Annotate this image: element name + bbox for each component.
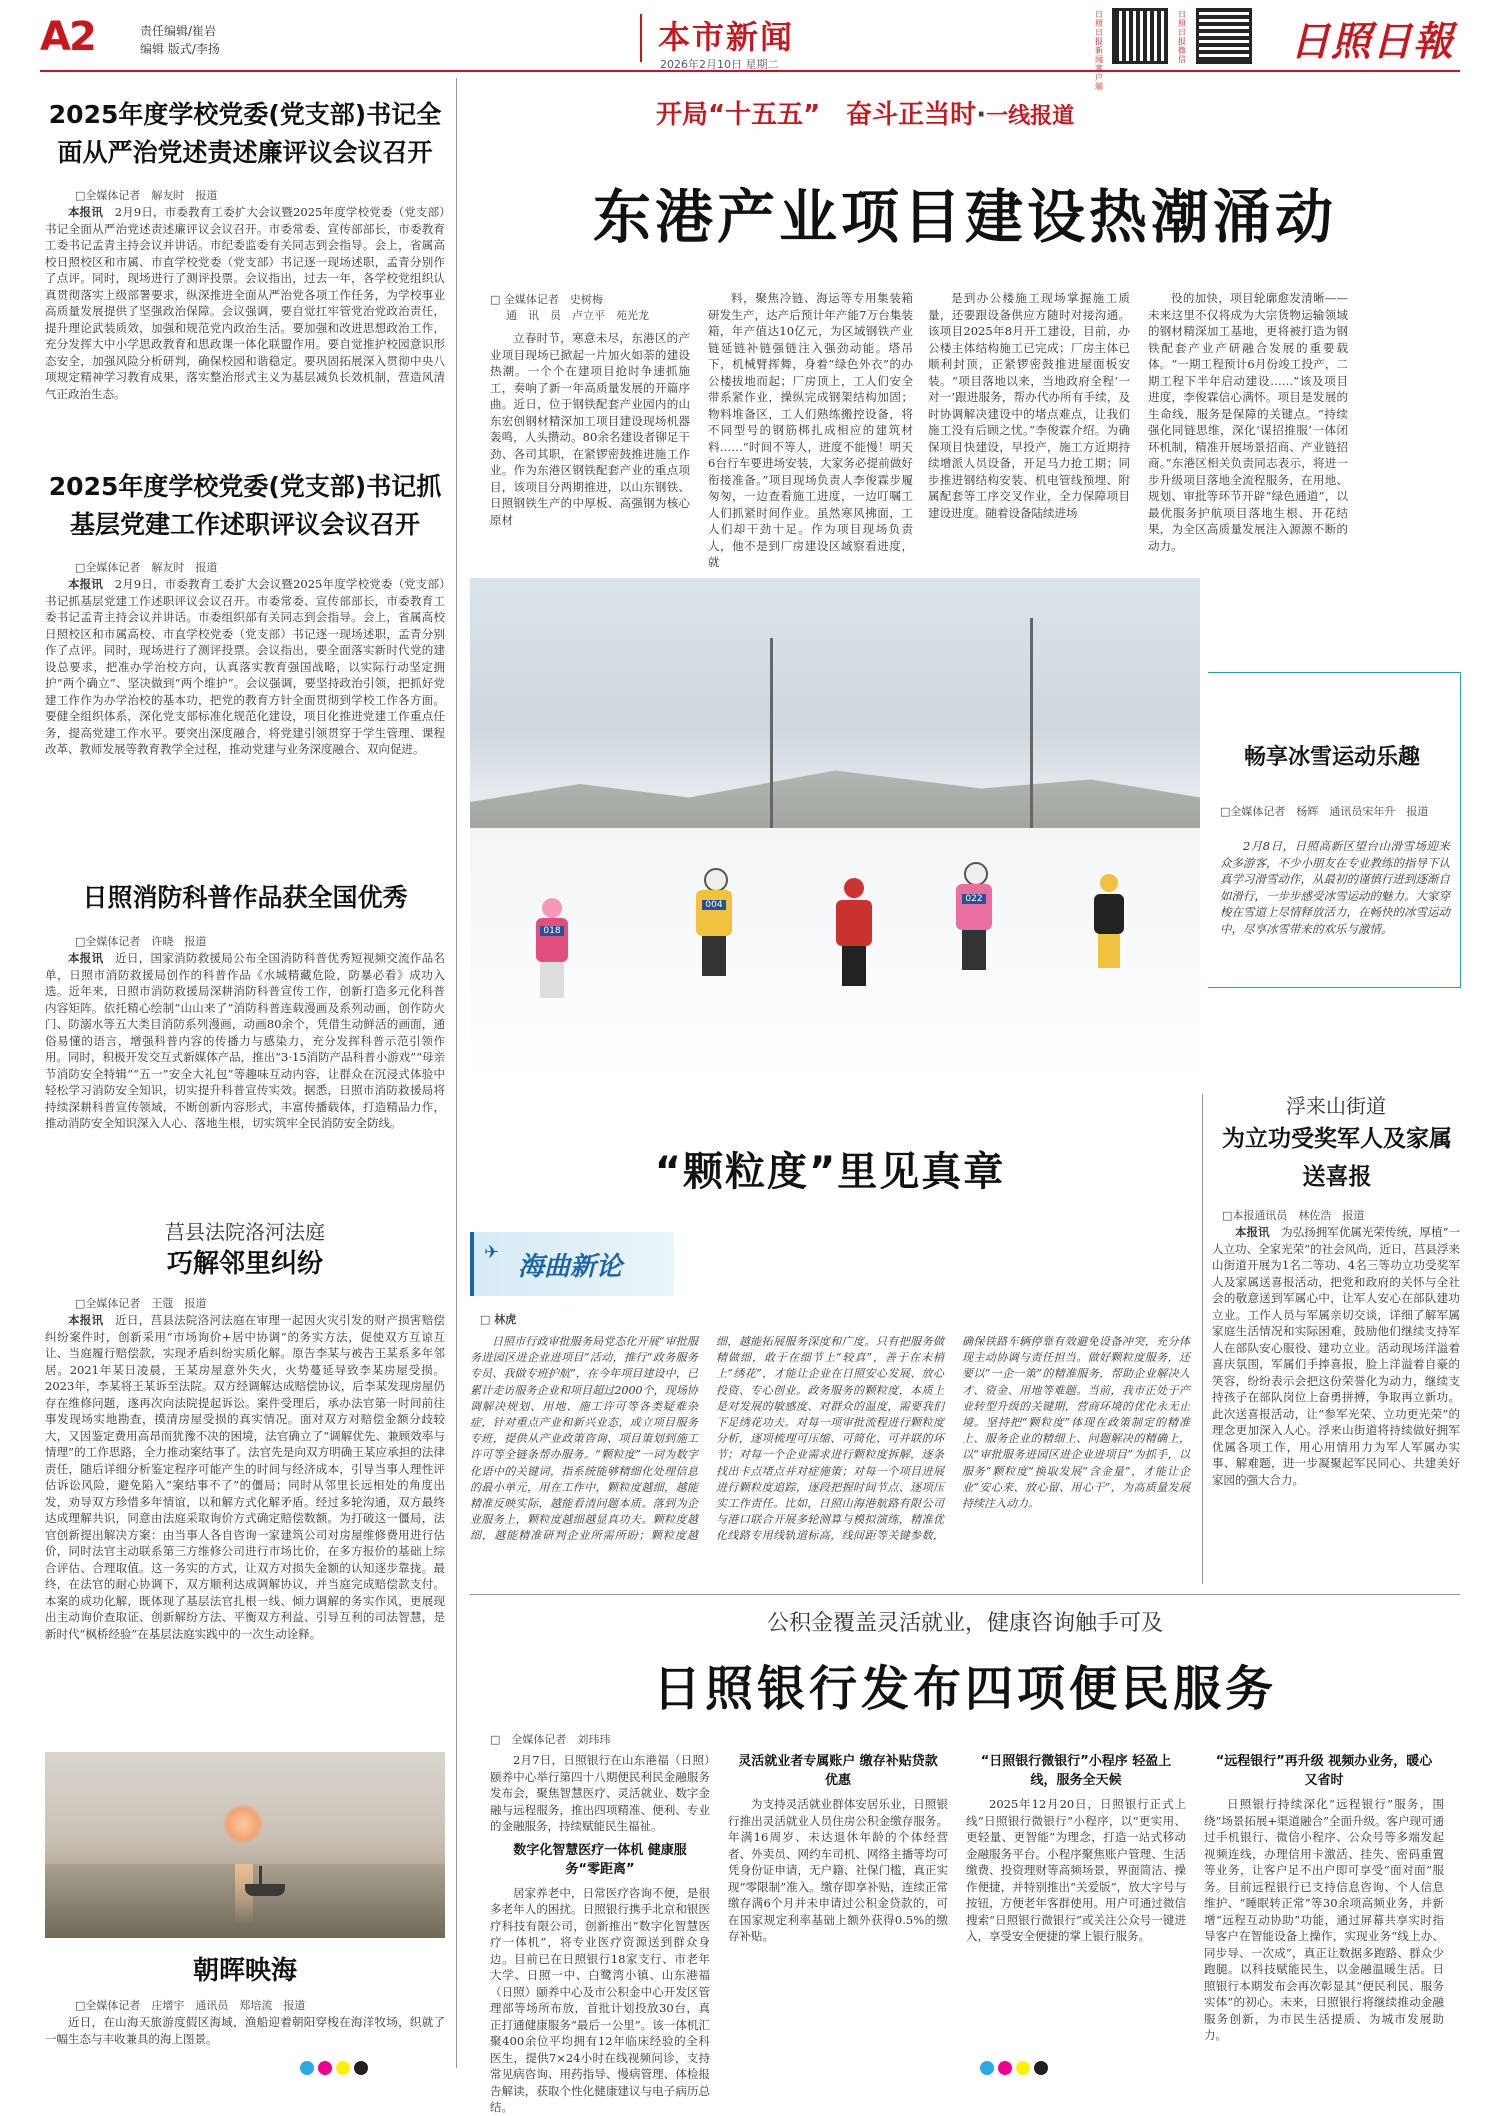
qr-caption-2: 日照日报微信 [1178,10,1186,64]
qr-code-app [1112,8,1168,64]
bib-1: 018 [540,926,564,936]
kicker-red: 开局“十五五” 奋斗正当时 [656,100,977,130]
left5-caption-title: 朝晖映海 [192,1956,297,1986]
color-register-right [980,2060,1052,2079]
lead-col-4-text: 役的加快，项目轮廓愈发清晰——未来这里不仅将成为大宗货物运输领域的钢材精深加工基地，更将被打造为钢铁配套产业产研融合发展的重要载体。“一期工程预计6月份竣工投产，二期工程下半年启动建设……”该及项目进度，李俊霖信心满怀。项目是发展的生命线，服务是保障的关键点。“持续强化同链思维，深化‘谋招推服’一体闭环机制，精准开展场景招商、产业链招商。”东港区相关负责同志表示，将进一步升级项目落地全流程服务，在用地、规划、审批等环节开辟“绿色通道”，以最优服务护航项目落地生根、开花结果，为全区高质量发展注入源源不断的动力。 [1148,291,1348,553]
register-dot-yellow [336,2061,350,2075]
masthead-rule [40,70,1460,72]
bank-sec2-text: 为支持灵活就业群体安居乐业，日照银行推出灵活就业人员住房公积金缴存服务。年满16周岁、未达退休年龄的个体经营者、外卖员、网约车司机、网络主播等均可凭身份证申请，无户籍、社保门槛，真正实现“零限制”准入。缴存即享补贴，连续正常缴存满6个月并未申请过公积金贷款的，可在国家规定利率基础上额外获得0.5%的缴存补贴。 [728,1797,948,1943]
column-badge [470,1232,674,1296]
bank-sec4-title: “远程银行”再升级 视频办业务，暖心又省时 [1215,1754,1433,1788]
fulai-body [1212,1224,1460,1584]
bank-col-1 [490,1752,710,2114]
bird-icon: ✈ [484,1242,500,1263]
bank-col-2 [728,1752,948,2048]
qr-code-wechat [1196,8,1252,64]
ski-caption-title: 畅享冰雪运动乐趣 [1243,745,1420,770]
column-name: 海曲新论 [518,1252,623,1282]
page-code: A2 [40,14,95,60]
left3-lede: 本报讯 [68,951,104,965]
ski-text: 2月8日，日照高新区望台山滑雪场迎来众多游客，不少小朋友在专业教练的指导下认真学习滑雪动作，从最初的谨慎行进到逐渐自如滑行，一步步感受冰雪运动的魅力。大家穿梭在雪道上尽情释放活力，在畅快的冰雪运动中，尽享冰雪带来的欢乐与激情。 [1220,839,1450,936]
left1-byline: □全媒体记者 解友时 报道 [75,189,218,202]
kicker-dot: · [976,100,987,130]
masthead-divider [640,14,642,62]
left-column-divider [456,78,457,2068]
lead-col-2-text: 料，聚焦冷链、海运等专用集装箱研发生产，达产后预计年产能7万台集装箱，年产值达10亿元，为区域钢铁产业链延链补链强链注入强劲动能。塔吊下，机械臂挥舞，身着“绿色外衣”的办公楼拔地而起；厂房顶上，工人们安全带系紧作业，操纵完成钢架结构加固；物料堆备区，工人们熟练搬控设备，将不同型号的钢筋梆扎成相应的建筑材料……“时间不等人，进度不能慢！明天6台行车要进场安装，大家务必提前做好衔接准备。”项目现场负责人李俊霖步履匆匆，一边查看施工进度，一边叮嘱工人们抓紧时间作业。虽然寒风拂面，工人们却干劲十足。作为项目现场负责人，他不是到厂房建设区域察看进度，就 [708,291,913,569]
left4-headline: 巧解邻里纠纷 [166,1249,323,1279]
bank-top-rule [470,1594,1460,1595]
bank-sec2-title: 灵活就业者专属账户 缴存补贴贷款优惠 [738,1754,938,1788]
register-dot-magenta-2 [998,2061,1012,2075]
bank-headline: 日照银行发布四项便民服务 [652,1661,1277,1717]
bank-col-3 [966,1752,1186,2048]
essay-text: 日照市行政审批服务局党态化开展“审批服务进园区进企业进项目”活动，推行“政务服务专员、我做专班护航”，在今年项目建设中，已累计走访服务企业和项目超过2000个，现场协调解决规划、用地、施工许可等各类疑难杂症，针对重点产业和新兴业态，成立项目服务专班，提供从产业政策咨询、项目策划到施工许可等全链条帮办服务。“颗粒度”一词为数字化语中的关键词，指系统能够精细化处理信息的最小单元，用在工作中，颗粒度越细，越能精准反映实际，越能看清问题本质。落到为企业服务上，颗粒度越细越显真功夫。颗粒度越细，越能精准研判企业所需所盼；颗粒度越细，越能拓展服务深度和广度。只有把服务做精做细，敢于在细节上“较真”，善于在末梢上“绣花”，才能让企业在日照安心发展、放心投资、专心创业。政务服务的颗粒度，本质上是对发展的敏感度、对群众的温度，需要我们下足绣花功夫。对每一项审批流程进行颗粒度分析，逐项梳理可压缩、可简化、可并联的环节；对每一个企业需求进行颗粒度拆解，逐条找出卡点堵点并对症施策；对每一个项目进展进行颗粒度追踪，逐段把握时间节点、逐项压实工作责任。比如，日照山海港航路有限公司与港口联合开展多轮测算与模拟演练，精准优化线路专用线轨道标高，线间距等关键参数，确保铁路车辆停靠有效避免设备冲突，充分体现主动协调与责任担当。做好颗粒度服务，还要以“一企一策”的精准服务，帮助企业解决人才、资金、用地等难题。当前，我市正处于产业转型升级的关键期，营商环境的优化永无止境。坚持把“颗粒度”体现在政策制定的精准上、服务企业的精细上、问题解决的精确上，以“审批服务进园区进企业进项目”为抓手，以服务“颗粒度”换取发展“含金量”，才能让企业“安心来、放心留、用心干”，为高质量发展持续注入动力。 [470,1335,1190,1543]
bank-intro: 2月7日，日照银行在山东港福（日照）颐养中心举行第四十八期便民利民金融服务发布会，聚焦智慧医疗、灵活就业、数字金融与远程服务，推出四项精准、便利、专业的金融服务，持续赋能民生福祉。 [490,1753,710,1833]
light-pole-1 [770,638,773,838]
lead-col-2 [708,290,913,569]
essay-author: □ 林虎 [480,1313,517,1326]
left3-text: 近日，国家消防救援局公布全国消防科普优秀短视频交流作品名单，日照市消防救援局创作的科普作品《水城精藏危险，防暴必看》成功入选。近年来，日照市消防救援局深耕消防科普宣传工作，创新打造多元化科普内容矩阵。依托精心绘制“山山来了”消防科普连载漫画及系列动画，创作防火门、防溺水等五大类目消防系列漫画，动画80余个，凭借生动鲜活的画面，通俗易懂的语言，增强科普内容的传播力与感染力，充分发挥科普示范引领作用。同时，积极开发交互式新媒体产品，推出“3·15消防产品科普小游戏”“母亲节消防安全特辑”“五一”安全大礼包”等趣味互动内容，让群众在沉浸式体验中轻松学习消防安全知识，切实提升科普宣传实效。据悉，日照市消防救援局将持续深耕科普宣传领域，不断创新内容形式，丰富传播载体，打造精品力作，推动消防安全知识深入人心、落地生根，切实筑牢全民消防安全防线。 [45,951,446,1130]
bank-sec3-title: “日照银行微银行”小程序 轻盈上线，服务全天候 [980,1754,1172,1788]
skier-1 [530,898,574,1008]
register-dot-cyan [300,2061,314,2075]
left5-text: 近日，在山海天旅游度假区海域，渔船迎着朝阳穿梭在海洋牧场，织就了一幅生态与丰收兼具的海上图景。 [45,2015,445,2046]
left3-headline: 日照消防科普作品获全国优秀 [82,883,408,912]
left4-byline: □全媒体记者 王蔻 报道 [75,1297,207,1310]
bank-sec1-text: 居家养老中，日常医疗咨询不便，是很多老年人的困扰。日照银行携手北京和银医疗科技有限公司，创新推出“数字化智慧医疗一体机”，将专业医疗资源送到群众身边。目前已在日照银行18家支行、市老年大学、日照一中、白鹭湾小镇、山东港福（日照）颐养中心及市公积金中心开发区管理部等场所布放，首批计划投放30台，真正打通健康服务“最后一公里”。该一体机汇聚400余位平均拥有12年临床经验的全科医生，提供7×24小时在线视频问诊，支持常见病咨询、用药指导、慢病管理、体检报告解读，获取个性化健康建议与电子病历总结。 [490,1885,710,2114]
fulai-text: 为弘扬拥军优属光荣传统，厚植“一人立功、全家光荣”的社会风尚，近日，莒县浮来山街道开展为1名二等功、4名三等功立功受奖军人及家属送喜报活动，把党和政府的关怀与全社会的敬意送到军属心中，让军人安心在部队建功立业。工作人员与军属亲切交谈，详细了解军属家庭生活情况和实际困难，鼓励他们继续支持军人在部队安心服役、建功立业。活动现场洋溢着喜庆氛围，军属们手捧喜报，脸上洋溢着自豪的笑容，纷纷表示会把这份荣誉化为动力，继续支持孩子在部队岗位上奋勇拼搏，争取再立新功。此次送喜报活动，让“参军光荣、立功更光荣”的理念更加深入人心。浮来山街道将持续做好拥军优属各项工作，用心用情用力为军人军属办实事、解难题，进一步凝聚起军民同心、共建美好家园的强大合力。 [1212,1225,1461,1487]
register-dot-black-2 [1034,2061,1048,2075]
kicker-tail: 一线报道 [986,104,1075,129]
left2-headline: 2025年度学校党委(党支部)书记抓基层党建工作述职评议会议召开 [48,472,442,539]
fishing-boat [245,1884,285,1896]
color-register-left [300,2060,372,2079]
left4-text: 近日，莒县法院洛河法庭在审理一起因火灾引发的财产损害赔偿纠纷案件时，创新采用“市场询价+居中协调”的务实方法，促使双方互谅互让、当庭履行赔偿款，实现矛盾纠纷实质化解。原告李某与被告王某系多年邻居。2021年某日凌晨，王某房屋意外失火，火势蔓延导致李某房屋受损。2023年，李某将王某诉至法院。双方经调解达成赔偿协议，后李某发现房屋仍存在维修问题，遂再次向法院提起诉讼。案件受理后，承办法官第一时间前往事发现场实地勘查，摸清房屋受损的真实情况。面对双方对赔偿金额分歧较大，又因鉴定费用高昂而犹豫不决的困境，法官确立了“调解优先、兼顾效率与情理”的工作思路，全力推动案结事了。法官先是向双方明确王某应承担的法律责任，随后详细分析鉴定程序可能产生的时间与经济成本，引导当事人理性评估诉讼风险，避免陷入“案结事不了”的僵局；同时从邻里长远相处的角度出发，劝导双方珍惜多年情谊，以和解方式化解矛盾。经过多轮沟通，双方最终达成理解共识，同意由法庭采取询价方式确定赔偿数额。为打破这一僵局，法官创新提出解决方案：由当事人各自咨询一家建筑公司对房屋维修费用进行估价，同时法官主动联系第三方维修公司进行市场比价，在多方报价的基础上综合评估、合理取值。这一务实的方式，让双方对损失金额的认知逐步靠拢。最终，在法官的耐心协调下，双方顺利达成调解协议，并当庭完成赔偿款支付。本案的成功化解，既体现了基层法官扎根一线、倾力调解的务实作风，更展现出主动询价查取证、创新解纷方法、平衡双方利益、引导互利的司法智慧，是新时代“枫桥经验”在基层法庭实践中的一次生动诠释。 [45,1313,446,1641]
skier-2 [690,868,738,988]
fulai-lede: 本报讯 [1235,1225,1270,1239]
skier-5 [1090,874,1130,974]
editor-line-2: 编辑 版式/李扬 [140,42,220,56]
fulai-pre-headline: 浮来山街道 [1286,1094,1386,1118]
lead-col-1 [490,330,690,542]
skier-4 [950,862,998,982]
register-dot-magenta [318,2061,332,2075]
left4-body [45,1312,445,1742]
bank-sec3-text: 2025年12月20日，日照银行正式上线“日照银行微银行”小程序，以“更实用、更轻量、更智能”为理念，打造一站式移动金融服务平台。小程序聚焦账户管理、生活缴费、投资理财等高频场景，界面简洁、操作便捷，并特别推出“关爱版”，放大字号与按钮，方便老年客群使用。用户可通过微信搜索“日照银行微银行”或关注公众号一键进入，享受安全便捷的掌上银行服务。 [966,1797,1186,1943]
register-dot-yellow-2 [1016,2061,1030,2075]
fulai-headline: 为立功受奖军人及家属送喜报 [1222,1126,1452,1190]
ski-byline: □全媒体记者 杨辉 通讯员宋年升 报道 [1220,805,1429,818]
paper-logo: 日照日報 [1290,18,1454,65]
masthead [0,0,1500,91]
left2-text: 2月9日，市委教育工委扩大会议暨2025年度学校党委（党支部）书记抓基层党建工作述职评议会议召开。市委常委、宣传部部长，市委教育工委书记孟青主持会议并讲话。市委组织部有关同志到会指导。会上，省属高校日照校区和市属高校、市直学校党委（党支部）书记逐一现场述职，孟青分别作了点评。同时，现场进行了测评投票。会议指出，要全面落实新时代党的建设总要求，把准办学治校方向，认真落实教育强国战略，以实际行动坚定拥护“两个确立”、坚决做到“两个维护”。会议强调，要坚持政治引领，把抓好党建工作作为办学治校的基本功，把党的教育方针全面贯彻到学校工作各方面。要健全组织体系，深化党支部标准化规范化建设，项目化推进党建工作重点任务，提高党建工作水平。要突出深度融合，将党建引领贯穿于学生管理、课程改革、教师发展等教育教学全过程，推动党建与业务深度融合、双向促进。 [45,577,446,756]
left3-byline: □全媒体记者 许晓 报道 [75,935,207,948]
register-dot-cyan-2 [980,2061,994,2075]
lead-col-4 [1148,290,1348,553]
left2-lede: 本报讯 [68,577,104,591]
fulai-byline: □本报通讯员 林佐浩 报道 [1222,1209,1365,1222]
lead-col-3-text: 是到办公楼施工现场掌握施工质量，还要跟设备供应方随时对接沟通。该项目2025年8月开工建设，目前，办公楼主体结构施工已完成；厂房主体已顺利封顶，正紧锣密鼓推进屋面板安装。“项目落地以来，当地政府全程‘一对一’跟进服务，帮办代办所有手续，及时协调解决建设中的堵点难点，让我们施工没有后顾之忧。”李俊霖介绍。为确保项目快建设，早投产，施工方近期持续增派人员设备，开足马力抢工期；同步推进钢结构安装、机电管线预埋、附属配套等工序交叉作业，全力保障项目建设进度。随着设备陆续进场 [928,291,1130,520]
left5-byline: □全媒体记者 庄增宇 通讯员 郑培流 报道 [75,1999,306,2012]
boat-mast [259,1866,262,1886]
left4-lede: 本报讯 [68,1313,104,1327]
distant-hill [470,748,1200,838]
left4-pre-headline: 莒县法院洛河法庭 [165,1220,325,1244]
left5-body [45,2014,445,2050]
skier-3 [830,878,878,998]
kicker [656,94,1074,131]
left1-lede: 本报讯 [68,205,104,219]
bib-3: 022 [962,894,986,904]
bank-sec4-text: 日照银行持续深化“远程银行”服务，围绕“场景拓展+渠道融合”全面升级。客户现可通过手机银行、微信小程序、公众号等多端发起视频连线，办理信用卡激活、挂失、密码重置等业务，让客户足不出户即可享受“面对面”服务。目前远程银行已支持信息咨询、个人信息维护、“睡眠转正常”等30余项高频业务，并新增“远程互动协助”功能，通过屏幕共享实时指导客户在智能设备上操作，实现业务“线上办、同步导、一次成”，真正让数据多跑路、群众少跑腿。以科技赋能民生，以金融温暖生活。日照银行本期发布会再次彰显其“便民利民、服务实体”的初心。未来，日照银行将继续推动金融服务创新，为市民生活提质、为城市发展助力。 [1204,1797,1444,2042]
left3-body [45,950,445,1172]
lead-col-1-text: 立春时节，寒意未尽，东港区的产业项目现场已掀起一片加火如荼的建设热潮。一个个在建项目抢时争速抓施工，奏响了新一年高质量发展的开篇序曲。近日，位于钢铁配套产业园内的山东宏创钢材精深加工项目建设现场机器轰鸣，人头攒动。80余名建设者铆足干劲、各司其职，在紧锣密鼓推进施工作业。作为东港区钢铁配套产业的重点项目，该项目分两期推进，以山东钢铁、日照钢铁生产的中厚板、高强钢为核心原材 [490,331,690,527]
bank-sec1-title: 数字化智慧医疗一体机 健康服务“零距离” [513,1842,687,1877]
bank-subhead: 公积金覆盖灵活就业，健康咨询触手可及 [766,1611,1163,1636]
left2-byline: □全媒体记者 解友时 报道 [75,561,218,574]
issue-date: 2026年2月10日 星期二 [660,58,779,71]
essay-body [470,1334,1190,1584]
essay-headline: “颗粒度”里见真章 [654,1149,1006,1195]
lead-col-3 [928,290,1130,542]
bank-col-4 [1204,1752,1444,2048]
qr-caption-1: 日照日报新闻客户端 [1095,10,1103,91]
lead-byline-1: □ 全媒体记者 史树梅 [490,293,603,306]
register-dot-black [354,2061,368,2075]
left1-text: 2月9日，市委教育工委扩大会议暨2025年度学校党委（党支部）书记全面从严治党述责述廉评议会议召开。市委常委、宣传部部长，市委教育工委书记孟青主持会议并讲话。市纪委监委有关同志到会指导。会上，省属高校日照校区和市属、市直学校党委（党支部）书记逐一现场述职，孟青分别作了点评。同时，现场进行了测评投票。会议指出，过去一年，各学校党组织认真贯彻落实上级部署要求，纵深推进全面从严治党各项工作任务，为学校事业高质量发展提供了坚强政治保障。会议强调，要自觉扛牢管党治党政治责任，提升理论武装质效，加强和规范党内政治生活。要加强和改进思想政治工作，充分发挥大中小学思政教育和思政课一体化联盟作用。要自觉推护校园意识形态安全，加强风险分析研判，确保校园和谐稳定。要巩固拓展深入贯彻中央八项规定精神学习教育成果，落实整治形式主义为基层减负长效机制，营造风清气正政治生态。 [45,205,446,401]
light-pole-2 [1030,618,1033,848]
ski-photo [470,578,1200,1084]
bank-byline: □ 全媒体记者 刘玮玮 [490,1733,611,1746]
bib-2: 004 [702,900,726,910]
fulai-divider [1202,1094,1203,1584]
left1-headline: 2025年度学校党委(党支部)书记全面从严治党述责述廉评议会议召开 [48,100,442,167]
sunrise-sea-photo [45,1752,445,1938]
editor-line-1: 责任编辑/崔岩 [140,24,217,38]
section-title: 本市新闻 [658,18,795,56]
ski-body [1220,838,1450,980]
lead-headline: 东港产业项目建设热潮涌动 [592,183,1337,251]
sun [223,1804,263,1844]
left2-body [45,576,445,824]
lead-byline-2: 通 讯 员 卢立平 苑光龙 [506,309,649,322]
left1-body [45,204,445,442]
